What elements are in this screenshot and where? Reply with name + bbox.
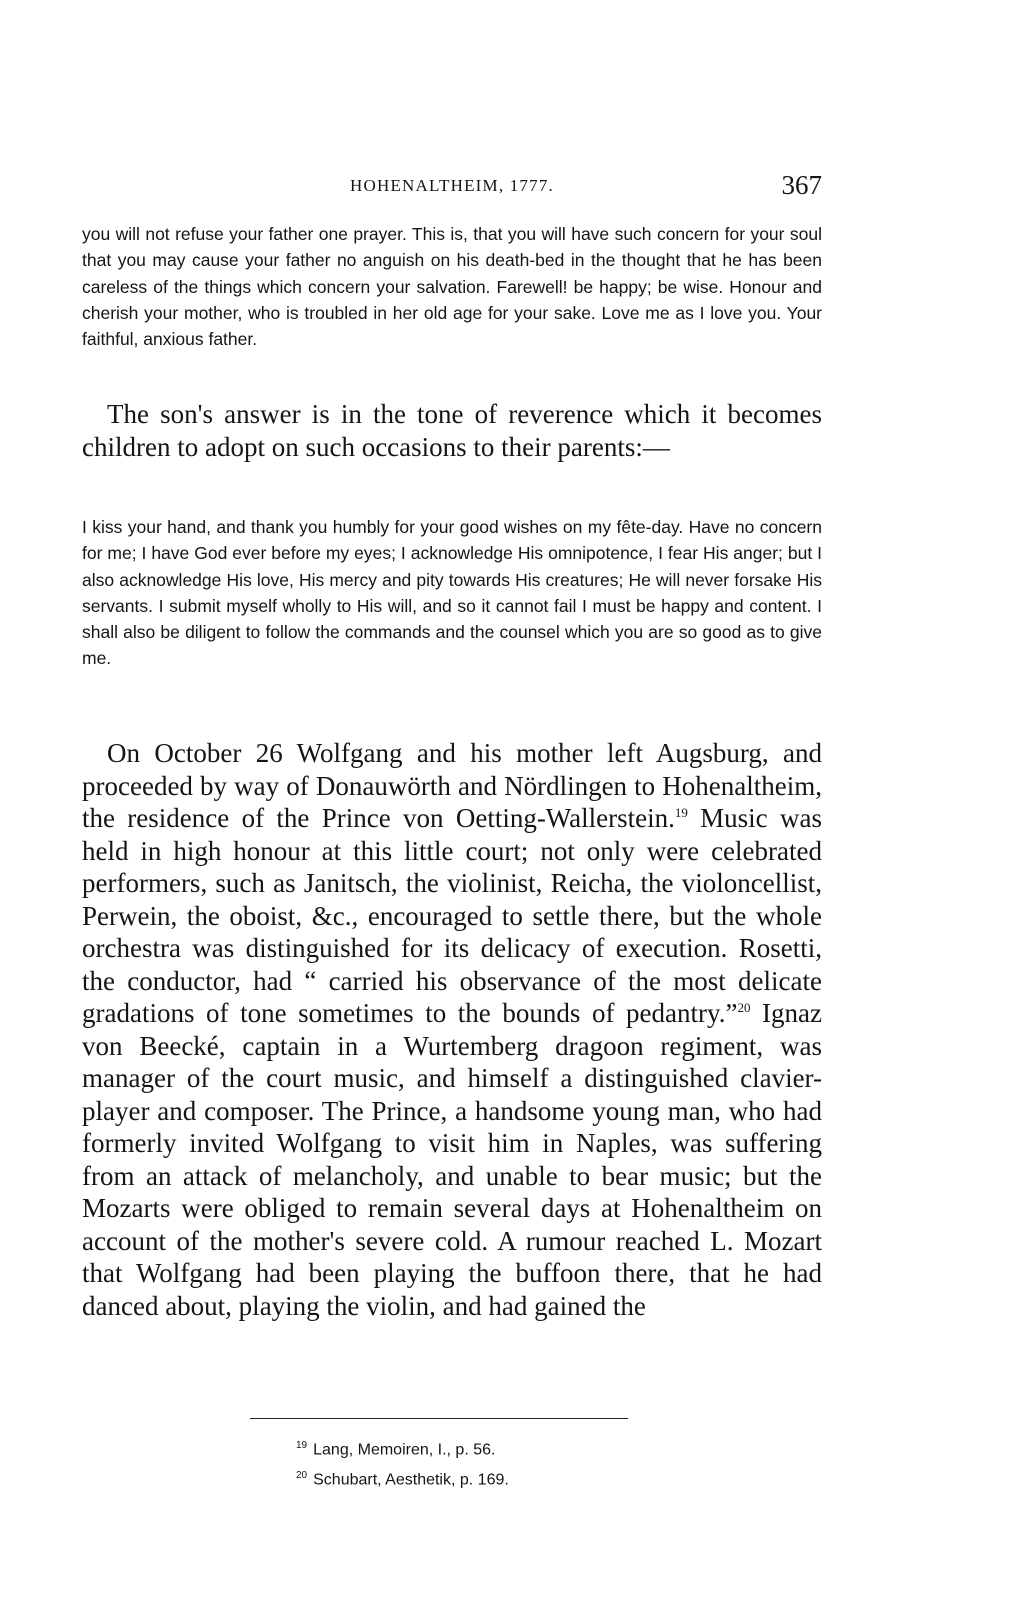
son-letter-excerpt [82,514,822,672]
footnote-divider [250,1418,628,1419]
footnote-mark: 19 [296,1440,308,1451]
father-letter-excerpt [82,221,822,352]
page-number: 367 [781,170,822,200]
footnote-ref-19[interactable]: 19 [674,805,688,820]
footnote-20 [296,1463,696,1493]
intro-paragraph-text: The son's answer is in the tone of reverence which it becomes children to adopt on such occasions to their parents:— [82,399,822,462]
main-text-part-2: Music was held in high honour at this little court; not only were celebrated performers, such as Janitsch, the violinist, Reicha, the violoncellist, Perwein, the oboist, &c., encouraged to settle there, but the whole orchestra was distinguished for its delicacy of execution. Rosetti, the conductor, had “ carried his observance of the most delicate gradations of tone sometimes to the bounds of pedantry.” [82,803,822,1028]
intro-paragraph [82,398,822,463]
main-paragraph-text [82,737,822,1322]
footnotes [296,1433,696,1494]
footnote-text: Schubart, Aesthetik, p. 169. [313,1471,509,1489]
footnote-mark: 20 [296,1470,308,1482]
son-letter-text: I kiss your hand, and thank you humbly for your good wishes on my fête-day. Have no concern for me; I have God ever before my eyes; I acknowledge His omnipotence, I fear His anger; but I also acknowledge His love, His mercy and pity towards His creatures; He will never forsake His servants. I submit myself wholly to His will, and so it cannot fail I must be happy and content. I shall also be diligent to follow the commands and the counsel which you are so good as to give me. [82,517,822,669]
father-letter-text: you will not refuse your father one prayer. This is, that you will have such concern for your soul that you may cause your father no anguish on his death-bed in the thought that he has been careless of the things which concern your salvation. Farewell! be happy; be wise. Honour and cherish your mother, who is troubled in her old age for your sake. Love me as I love you. Your faithful, anxious father. [82,224,822,350]
main-paragraph [82,737,822,1322]
running-title: HOHENALTHEIM, 1777. [350,176,554,195]
page-header [82,170,822,210]
footnote-19 [296,1433,696,1463]
footnote-text: Lang, Memoiren, I., p. 56. [313,1441,496,1459]
main-text-part-3: Ignaz von Beecké, captain in a Wurtemberg dragoon regiment, was manager of the court music, and himself a distinguished clavier-player and composer. The Prince, a handsome young man, who had formerly invited Wolfgang to visit him in Naples, was suffering from an attack of melancholy, and unable to bear music; but the Mozarts were obliged to remain several days at Hohenaltheim on account of the mother's severe cold. A rumour reached L. Mozart that Wolfgang had been playing the buffoon there, that he had danced about, playing the violin, and had gained the [82,998,822,1321]
footnote-ref-20[interactable]: 20 [737,1000,751,1015]
main-text-part-1: On October 26 Wolfgang and his mother left Augsburg, and proceeded by way of Donauwörth and Nördlingen to Hohenaltheim, the residence of the Prince von Oetting-Wallerstein. [82,738,822,833]
